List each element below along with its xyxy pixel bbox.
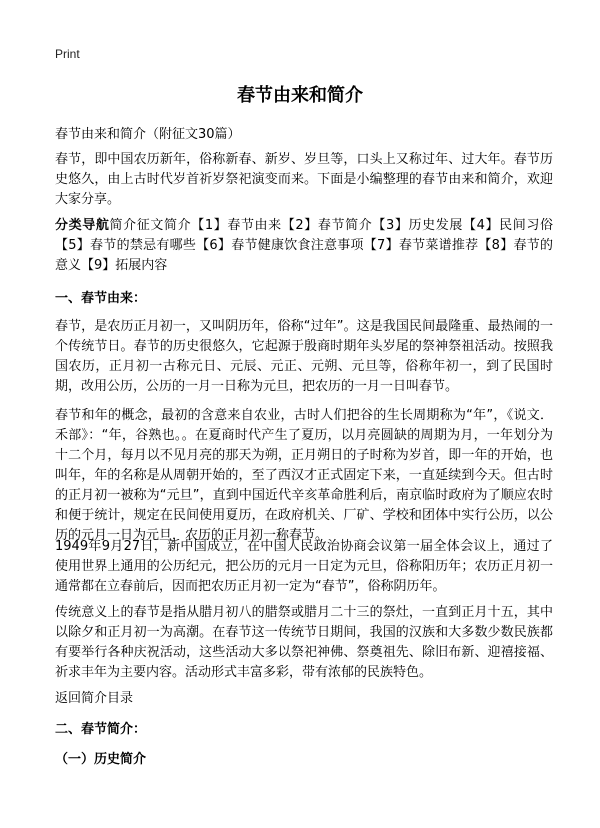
section-2-subheading: （一）历史简介 xyxy=(55,752,147,767)
category-nav xyxy=(55,216,553,276)
intro-paragraph: 春节，即中国农历新年，俗称新春、新岁、岁旦等，口头上又称过年、过大年。春节历史悠久，由上古时代岁首祈岁祭祀演变而来。下面是小编整理的春节由来和简介，欢迎大家分享。 xyxy=(55,152,553,207)
page-title: 春节由来和简介 xyxy=(237,85,363,106)
section-1-heading: 一、春节由来： xyxy=(55,291,147,306)
document-subtitle: 春节由来和简介（附征文30篇） xyxy=(55,127,241,142)
section-1-paragraph-1: 春节，是农历正月初一，又叫阴历年，俗称“过年”。这是我国民间最隆重、最热闹的一个传统节日。春节的历史很悠久，它起源于殷商时期年头岁尾的祭神祭祖活动。按照我国农历，正月初一古称元日、元辰、元正、元朔、元旦等，俗称年初一，到了民国时期，改用公历，公历的一月一日称为元旦，把农历的一月一日叫春节。 xyxy=(55,319,553,394)
section-1-paragraph-4: 传统意义上的春节是指从腊月初八的腊祭或腊月二十三的祭灶，一直到正月十五，其中以除夕和正月初一为高潮。在春节这一传统节日期间，我国的汉族和大多数少数民族都有要举行各种庆祝活动，这些活动大多以祭祀神佛、祭奠祖先、除旧布新、迎禧接福、祈求丰年为主要内容。活动形式丰富多彩，带有浓郁的民族特色。 xyxy=(55,605,553,680)
category-nav-label: 分类导航 xyxy=(55,218,110,233)
section-1-paragraph-2: 春节和年的概念，最初的含意来自农业，古时人们把谷的生长周期称为“年”，《说文．禾部》：“年，谷熟也。。在夏商时代产生了夏历，以月亮圆缺的周期为月，一年划分为十二个月，每月以不见月亮的那天为朔，正月朔日的子时称为岁首，即一年的开始，也叫年，年的名称是从周朝开始的，至了西汉才正式固定下来，一直延续到今天。但古时的正月初一被称为“元旦”，直到中国近代辛亥革命胜利后，南京临时政府为了顺应农时和便于统计，规定在民间使用夏历，在政府机关、厂矿、学校和团体中实行公历，以公历的元月一日为元旦，农历的正月初一称春节。 xyxy=(55,408,553,543)
section-2-heading: 二、春节简介： xyxy=(55,722,147,737)
section-1-paragraph-3: 1949年9月27日，新中国成立，在中国人民政治协商会议第一届全体会议上，通过了使用世界上通用的公历纪元，把公历的元月一日定为元旦，俗称阳历年；农历正月初一通常都在立春前后，因而把农历正月初一定为“春节”，俗称阴历年。 xyxy=(55,539,553,594)
back-to-contents-link[interactable]: 返回简介目录 xyxy=(55,691,134,706)
print-link[interactable]: Print xyxy=(55,47,80,61)
category-nav-links[interactable]: 简介征文简介【1】春节由来【2】春节简介【3】历史发展【4】民间习俗【5】春节的禁忌有哪些【6】春节健康饮食注意事项【7】春节菜谱推荐【8】春节的意义【9】拓展内容 xyxy=(55,218,553,273)
